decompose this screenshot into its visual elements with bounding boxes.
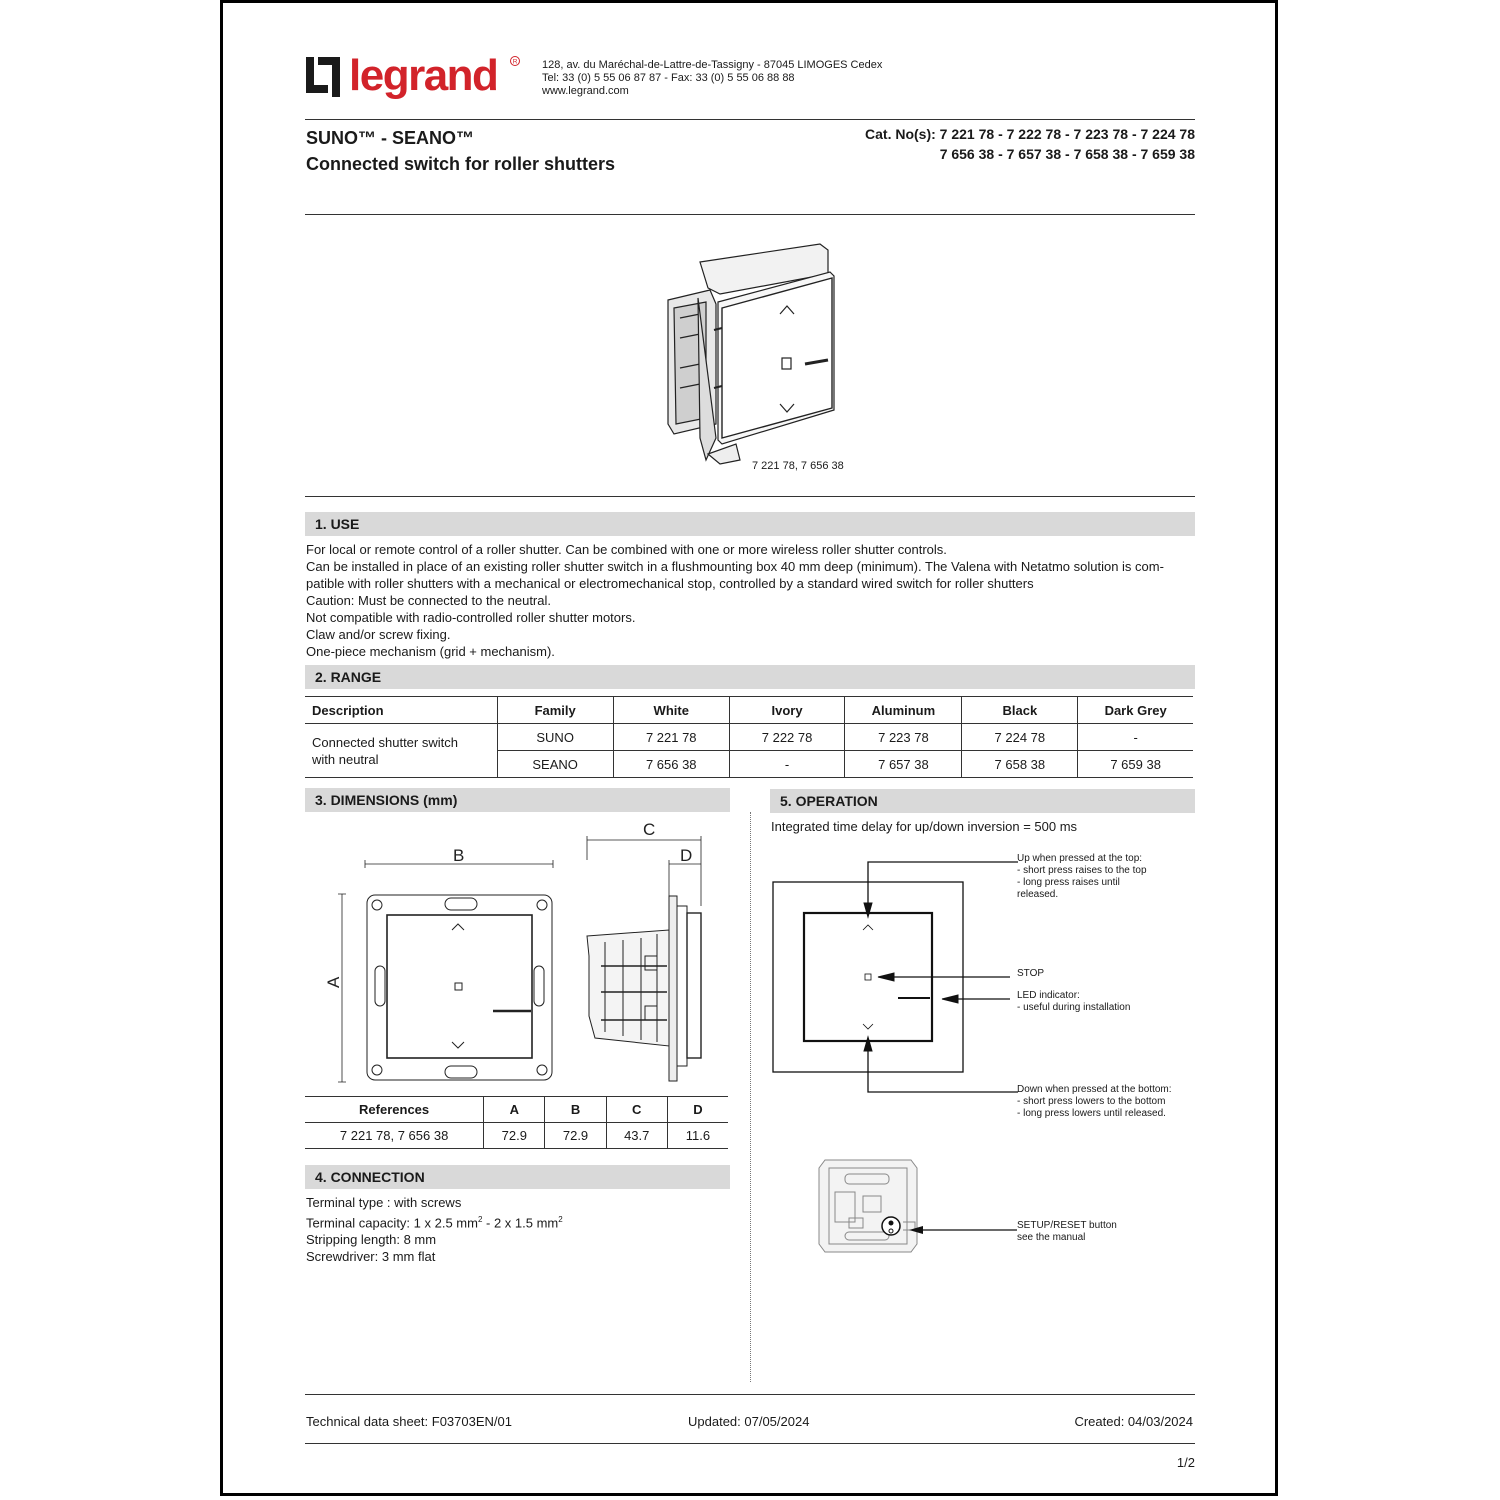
table-cell: 7 221 78: [613, 724, 729, 751]
dimension-drawing: [305, 816, 730, 1088]
dimension-label-a: A: [324, 976, 343, 988]
table-row: [305, 724, 1193, 751]
column-header: D: [667, 1097, 728, 1123]
dimension-label-c: C: [643, 820, 656, 839]
table-cell: 7 223 78: [845, 724, 962, 751]
setup-description-line: SETUP/RESET button: [1017, 1220, 1117, 1231]
table-cell: 7 658 38: [962, 751, 1078, 778]
legrand-logo: [305, 52, 525, 108]
registered-mark-icon: R: [512, 58, 518, 66]
column-separator: [750, 812, 751, 1382]
led-description: [1017, 990, 1130, 1014]
down-description-line: Down when pressed at the bottom:: [1017, 1084, 1172, 1095]
capacity-part: - 2 x 1.5 mm: [482, 1215, 559, 1231]
company-phone: Tel: 33 (0) 5 55 06 87 87 - Fax: 33 (0) 5 55 06 88 88: [542, 72, 795, 84]
table-cell: -: [1078, 724, 1193, 751]
dimensions-table: [305, 1096, 728, 1149]
mounting-plate: [367, 895, 552, 1080]
catalog-line-2: 7 656 38 - 7 657 38 - 7 658 38 - 7 659 38: [939, 146, 1195, 162]
use-line: Caution: Must be connected to the neutral.: [306, 593, 551, 608]
use-line: One-piece mechanism (grid + mechanism).: [306, 644, 555, 659]
column-header: Family: [497, 697, 613, 724]
section-heading-connection: 4. CONNECTION: [305, 1165, 730, 1189]
up-description-line: Up when pressed at the top:: [1017, 853, 1143, 864]
table-cell: 72.9: [545, 1123, 606, 1149]
table-header-row: [305, 1097, 728, 1123]
led-description-line: - useful during installation: [1017, 1002, 1131, 1013]
table-row: [305, 1123, 728, 1149]
column-header: Description: [305, 697, 497, 724]
section-heading-range: 2. RANGE: [305, 665, 1195, 689]
table-cell: 7 659 38: [1078, 751, 1193, 778]
legrand-logo-mark: [305, 52, 525, 108]
catalog-line-1: Cat. No(s): 7 221 78 - 7 222 78 - 7 223 78 - 7 224 78: [865, 126, 1195, 142]
description-line: with neutral: [312, 751, 379, 767]
setup-description: [1017, 1220, 1117, 1244]
brand-wordmark: legrand: [349, 52, 498, 100]
table-cell: -: [729, 751, 845, 778]
table-cell: SUNO: [497, 724, 613, 751]
divider: [305, 119, 1195, 120]
up-arrow-icon: [863, 925, 873, 930]
range-table: [305, 696, 1193, 778]
divider: [305, 1394, 1195, 1395]
superscript: 2: [558, 1215, 563, 1224]
section-heading-use: 1. USE: [305, 512, 1195, 536]
table-cell: 7 221 78, 7 656 38: [305, 1123, 484, 1149]
connection-text: [306, 1194, 563, 1265]
table-cell: 7 222 78: [729, 724, 845, 751]
down-description-line: - long press lowers until released.: [1017, 1108, 1166, 1119]
product-title: Connected switch for roller shutters: [306, 154, 616, 174]
table-cell: 72.9: [484, 1123, 545, 1149]
company-website[interactable]: www.legrand.com: [542, 85, 629, 97]
company-address-block: [542, 59, 882, 98]
up-description-line: - long press raises until: [1017, 877, 1120, 888]
product-image: [660, 238, 840, 468]
table-cell: 7 656 38: [613, 751, 729, 778]
footer-updated-date: Updated: 07/05/2024: [688, 1414, 810, 1429]
table-header-row: [305, 697, 1193, 724]
down-description-line: - short press lowers to the bottom: [1017, 1096, 1166, 1107]
section-heading-operation: 5. OPERATION: [770, 789, 1195, 813]
setup-reset-button: [882, 1217, 900, 1235]
footer-sheet-number: Technical data sheet: F03703EN/01: [306, 1414, 512, 1429]
column-header: B: [545, 1097, 606, 1123]
down-arrow-icon: [863, 1024, 873, 1029]
description-cell: [305, 724, 497, 778]
divider: [305, 1443, 1195, 1444]
terminal-type: Terminal type : with screws: [306, 1195, 462, 1210]
use-line: Can be installed in place of an existing roller shutter switch in a flushmounting box 40 mm deep (minimum). The Valena with Netatmo solution is com-: [306, 559, 1164, 574]
up-description-line: - short press raises to the top: [1017, 865, 1147, 876]
column-header: Dark Grey: [1078, 697, 1193, 724]
dimension-label-b: B: [453, 846, 465, 865]
series-title: SUNO™ - SEANO™: [306, 128, 475, 148]
page-number: 1/2: [1176, 1455, 1195, 1470]
operation-diagram: [770, 855, 1020, 1125]
column-header: A: [484, 1097, 545, 1123]
column-header: Ivory: [729, 697, 845, 724]
dimension-label-d: D: [680, 846, 693, 865]
product-image-caption: 7 221 78, 7 656 38: [752, 460, 844, 472]
catalog-numbers: [865, 124, 1195, 164]
led-description-line: LED indicator:: [1017, 990, 1080, 1001]
use-line: For local or remote control of a roller shutter. Can be combined with one or more wireless roller shutter controls.: [306, 542, 947, 557]
use-text: [306, 541, 1206, 660]
column-header: References: [305, 1097, 484, 1123]
switch-faceplate: [387, 915, 532, 1058]
table-cell: 7 657 38: [845, 751, 962, 778]
table-cell: 7 224 78: [962, 724, 1078, 751]
column-header: Aluminum: [845, 697, 962, 724]
up-description: [1017, 853, 1147, 901]
stripping-length: Stripping length: 8 mm: [306, 1232, 437, 1248]
column-header: White: [613, 697, 729, 724]
company-address: 128, av. du Maréchal-de-Lattre-de-Tassigny - 87045 LIMOGES Cedex: [542, 59, 883, 71]
down-description: [1017, 1084, 1172, 1120]
column-header: Black: [962, 697, 1078, 724]
divider: [305, 496, 1195, 497]
setup-description-line: see the manual: [1017, 1232, 1086, 1243]
mechanism-rear-view: [815, 1152, 1025, 1258]
divider: [305, 214, 1195, 215]
title-block: [306, 125, 615, 177]
table-cell: 43.7: [606, 1123, 667, 1149]
table-cell: SEANO: [497, 751, 613, 778]
up-description-line: released.: [1017, 889, 1059, 900]
use-line: Claw and/or screw fixing.: [306, 627, 451, 642]
terminal-capacity: [306, 1211, 563, 1231]
description-line: Connected shutter switch: [312, 734, 458, 750]
operation-intro: Integrated time delay for up/down inversion = 500 ms: [771, 819, 1078, 834]
superscript: 2: [477, 1215, 483, 1224]
footer-created-date: Created: 04/03/2024: [1074, 1414, 1193, 1429]
section-heading-dimensions: 3. DIMENSIONS (mm): [305, 788, 730, 812]
column-header: C: [606, 1097, 667, 1123]
table-cell: 11.6: [667, 1123, 728, 1149]
stop-square-icon: [865, 974, 871, 980]
use-line: Not compatible with radio-controlled roller shutter motors.: [306, 610, 636, 625]
stop-label: STOP: [1017, 968, 1045, 979]
use-line: patible with roller shutters with a mechanical or electromechanical stop, controlled by a standard wired switch for roller shutters: [306, 576, 1034, 591]
capacity-part: Terminal capacity: 1 x 2.5 mm: [306, 1215, 478, 1231]
screwdriver: Screwdriver: 3 mm flat: [306, 1249, 436, 1265]
